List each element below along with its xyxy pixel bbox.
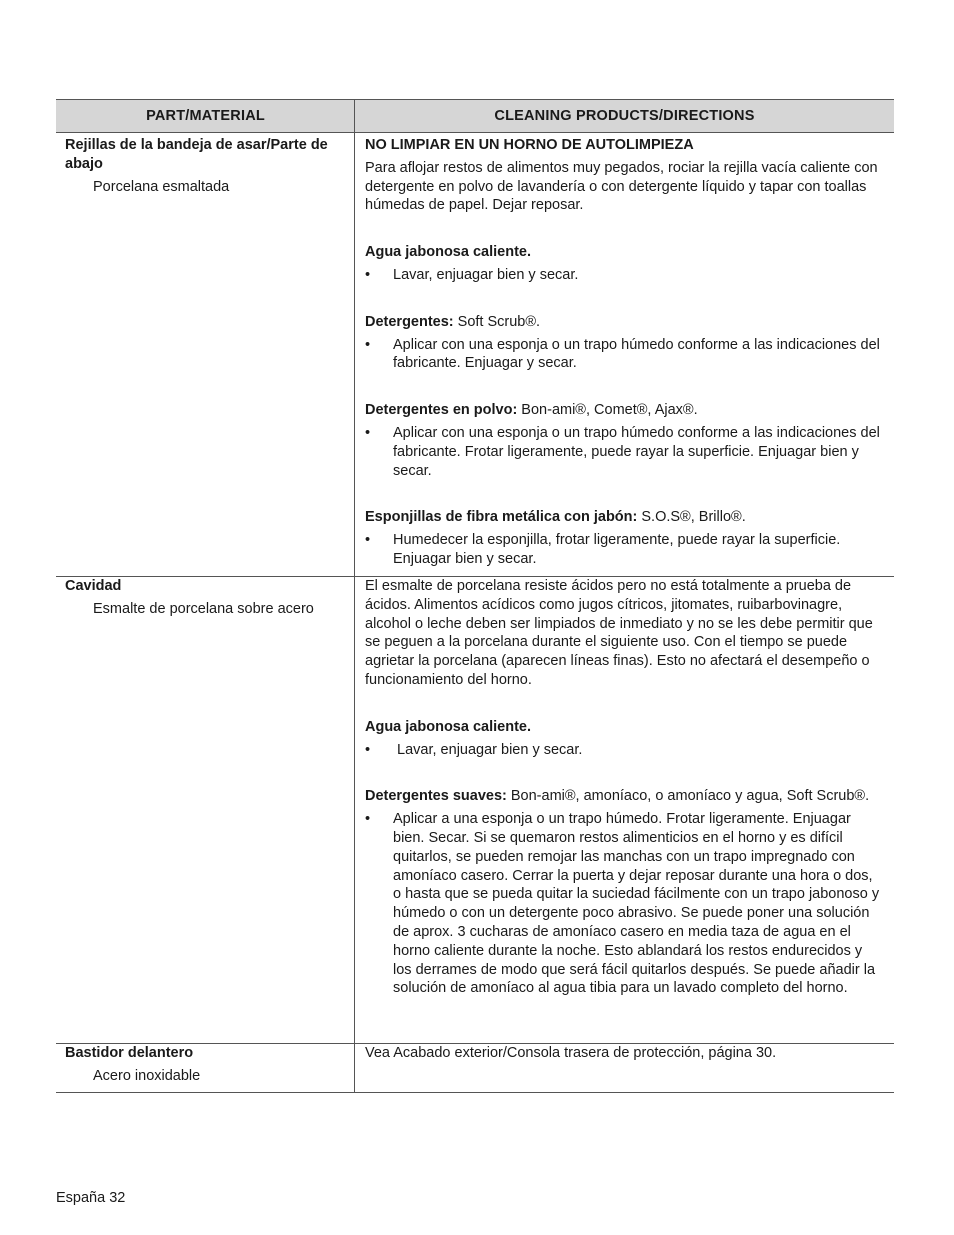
list-item: • Aplicar a una esponja o un trapo húmedo. Frotar ligeramente. Enjuagar bien. Secar. Si se quemaron restos alimenticios en el horno y es difícil quitarlos, se pueden remojar las manchas con un trapo impregnado con amoníaco casero. Cerrar la puerta y dejar reposar durante una hora o dos, o hasta que se pueda quitar la suciedad fácilmente con un trapo jabonoso y húmedo o con un detergente poco abrasivo. Se puede poner una solución de aprox. 3 cucharas de amoníaco casero en media taza de agua en el horno caliente durante la noche. Esto ablandará los restos endurecidos y los derrames de modo que será fácil quitarlos después. Se puede añadir la solución de amoníaco al agua tibia para un lavado completo del horno. [365, 811, 880, 997]
intro-text: Vea Acabado exterior/Consola trasera de protección, página 30. [365, 1045, 777, 1061]
bullet-icon: • [365, 741, 371, 758]
list-item: • Aplicar con una esponja o un trapo húmedo conforme a las indicaciones del fabricante. Enjuagar y secar. [365, 336, 880, 372]
part-cell [56, 1044, 355, 1092]
list-item: • Aplicar con una esponja o un trapo húmedo conforme a las indicaciones del fabricante. Frotar ligeramente, puede rayar la superficie. Enjuagar bien y secar. [365, 424, 880, 479]
product-heading: Agua jabonosa caliente. [365, 718, 531, 735]
table-header-row [56, 100, 894, 132]
part-name: Rejillas de la bandeja de asar/Parte de abajo [65, 137, 328, 172]
bullet-icon: • [365, 336, 371, 353]
part-name: Cavidad [65, 578, 122, 594]
directions-cell [355, 133, 894, 576]
directions-cell [355, 1044, 894, 1092]
part-cell [56, 577, 355, 1043]
intro-text: Para aflojar restos de alimentos muy pegados, rociar la rejilla vacía caliente con detergente en polvo de lavandería o con detergente líquido y tapar con toallas húmedas de papel. Dejar reposar. [365, 159, 878, 214]
bullet-icon: • [365, 532, 371, 549]
bullet-icon: • [365, 424, 371, 441]
product-heading: Detergentes suaves: Bon-ami®, amoníaco, o amoníaco y agua, Soft Scrub®. [365, 788, 870, 805]
product-heading: Agua jabonosa caliente. [365, 244, 531, 261]
product-heading: Detergentes en polvo: Bon-ami®, Comet®, Ajax®. [365, 402, 698, 419]
list-item: • Humedecer la esponjilla, frotar ligeramente, puede rayar la superficie. Enjuagar bien y secar. [365, 532, 841, 567]
intro-text: El esmalte de porcelana resiste ácidos pero no está totalmente a prueba de ácidos. Alimentos acídicos como jugos cítricos, jitomates, ruibarbovinagre, alcohol o leche deben ser limpiados de inmediato y no se les debe permitir que se peguen a la porcelana durante el siguiente uso. Con el tiempo se puede agrietar la porcelana (aparecen líneas finas). Esto no afectará el desempeño o funcionamiento del horno. [365, 578, 873, 688]
self-clean-warning: NO LIMPIAR EN UN HORNO DE AUTOLIMPIEZA [365, 137, 694, 153]
part-material: Esmalte de porcelana sobre acero [93, 601, 314, 617]
directions-cell [355, 577, 894, 1043]
header-part-material: PART/MATERIAL [56, 100, 355, 132]
table-row [56, 1043, 894, 1092]
bullet-icon: • [365, 266, 371, 283]
cleaning-table [56, 99, 894, 1093]
part-cell [56, 133, 355, 576]
bullet-icon: • [365, 811, 371, 828]
table-row [56, 576, 894, 1043]
product-heading: Detergentes: Soft Scrub®. [365, 313, 541, 330]
part-material: Acero inoxidable [93, 1068, 201, 1084]
list-item: • Lavar, enjuagar bien y secar. [365, 741, 583, 758]
product-heading: Esponjillas de fibra metálica con jabón: S.O.S®, Brillo®. [365, 509, 746, 526]
part-name: Bastidor delantero [65, 1045, 194, 1061]
list-item: • Lavar, enjuagar bien y secar. [365, 266, 579, 283]
header-cleaning-directions: CLEANING PRODUCTS/DIRECTIONS [494, 108, 755, 124]
page-footer: España 32 [56, 1190, 126, 1206]
part-material: Porcelana esmaltada [93, 179, 230, 195]
table-row [56, 132, 894, 576]
